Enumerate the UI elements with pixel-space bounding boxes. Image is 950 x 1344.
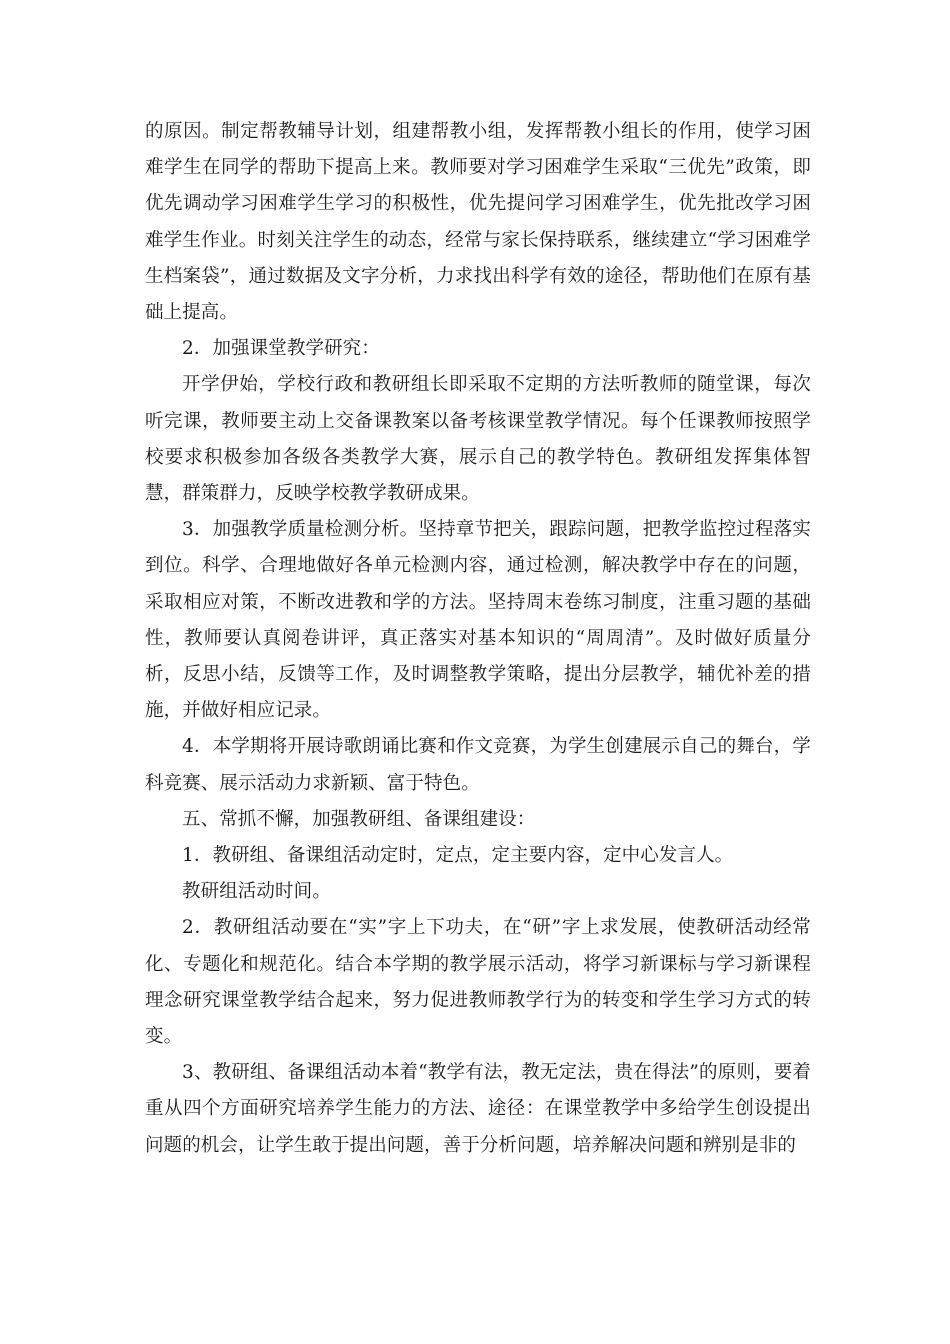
paragraph-7: 1．教研组、备课组活动定时，定点，定主要内容，定中心发言人。 <box>182 845 734 867</box>
paragraph-5: 4．本学期将开展诗歌朗诵比赛和作文竞赛，为学生创建展示自己的舞台，学科竞赛、展示活动力求新颖、富于特色。 <box>145 736 811 794</box>
paragraph-1: 的原因。制定帮教辅导计划，组建帮教小组，发挥帮教小组长的作用，使学习困难学生在同学的帮助下提高上来。教师要对学习困难学生采取“三优先”政策，即优先调动学习困难学生学习的积极性，优先提问学习困难学生，优先批改学习困难学生作业。时刻关注学生的动态，经常与家长保持联系，继续建立“学习困难学生档案袋”，通过数据及文字分析，力求找出科学有效的途径，帮助他们在原有基础上提高。 <box>145 121 811 324</box>
paragraph-3: 开学伊始，学校行政和教研组长即采取不定期的方法听教师的随堂课，每次听完课，教师要主动上交备课教案以备考核课堂教学情况。每个任课教师按照学校要求积极参加各级各类教学大赛，展示自己的教学特色。教研组发挥集体智慧，群策群力，反映学校教学教研成果。 <box>145 374 811 505</box>
paragraph-8: 教研组活动时间。 <box>182 881 331 903</box>
paragraph-2-heading: 2．加强课堂教学研究： <box>182 338 380 360</box>
section-heading-5: 五、常抓不懈，加强教研组、备课组建设： <box>182 808 536 830</box>
paragraph-10: 3、教研组、备课组活动本着“教学有法，教无定法，贵在得法”的原则，要着重从四个方面研究培养学生能力的方法、途径：在课堂教学中多给学生创设提出问题的机会，让学生敢于提出问题，善于分析问题，培养解决问题和辨别是非的 <box>145 1062 811 1156</box>
document-body <box>145 114 811 1164</box>
paragraph-4: 3．加强教学质量检测分析。坚持章节把关，跟踪问题，把教学监控过程落实到位。科学、合理地做好各单元检测内容，通过检测，解决教学中存在的问题，采取相应对策，不断改进教和学的方法。坚持周末卷练习制度，注重习题的基础性，教师要认真阅卷讲评，真正落实对基本知识的“周周清”。及时做好质量分析，反思小结，反馈等工作，及时调整教学策略，提出分层教学，辅优补差的措施，并做好相应记录。 <box>145 519 811 722</box>
paragraph-9: 2．教研组活动要在“实”字上下功夫，在“研”字上求发展，使教研活动经常化、专题化和规范化。结合本学期的教学展示活动，将学习新课标与学习新课程理念研究课堂教学结合起来，努力促进教师教学行为的转变和学生学习方式的转变。 <box>145 917 811 1048</box>
